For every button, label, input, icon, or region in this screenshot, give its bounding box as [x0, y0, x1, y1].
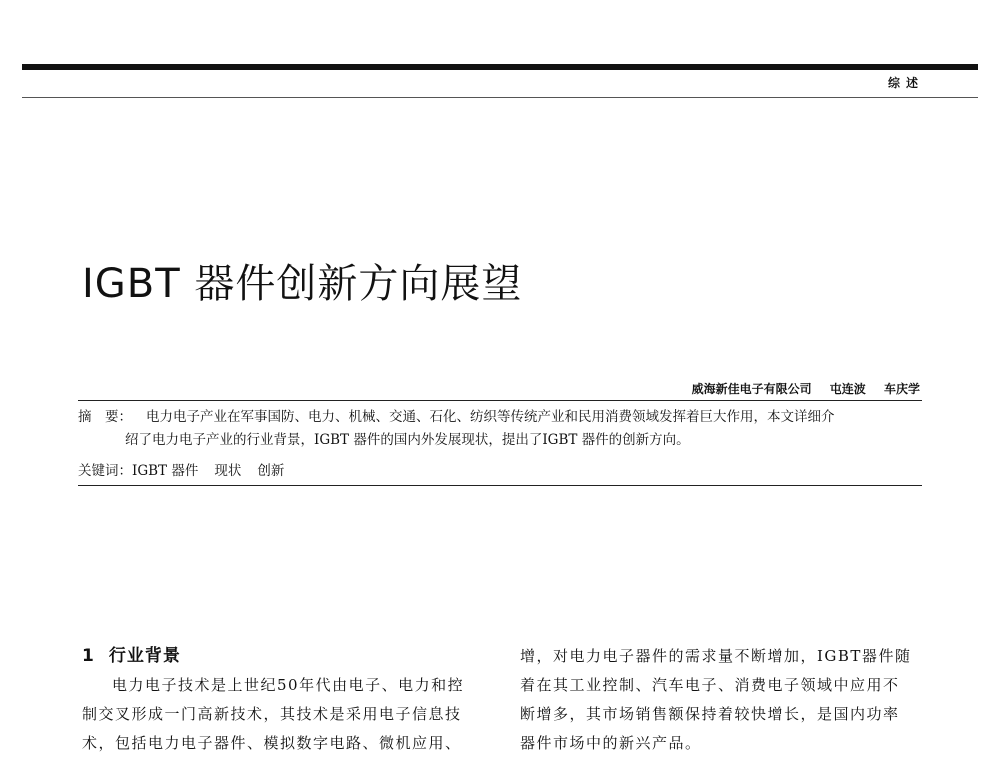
- paragraph-line: 制交叉形成一门高新技术，其技术是采用电子信息技: [82, 705, 462, 723]
- paragraph-line: 器件市场中的新兴产品。: [520, 734, 702, 752]
- body-column-left: [82, 642, 492, 758]
- article-title: IGBT 器件创新方向展望: [82, 261, 523, 307]
- header-thick-rule: [22, 64, 978, 70]
- paragraph-line: 电力电子技术是上世纪50年代由电子、电力和控: [112, 676, 465, 694]
- abstract-text-line: 电力电子产业在军事国防、电力、机械、交通、石化、纺织等传统产业和民用消费领域发挥着巨大作用，本文详细介: [146, 409, 835, 425]
- abstract-top-rule: [78, 400, 922, 401]
- section-heading-text: 行业背景: [108, 646, 181, 666]
- paragraph-line: 增，对电力电子器件的需求量不断增加，IGBT器件随: [520, 647, 912, 665]
- keywords-bottom-rule: [78, 485, 922, 486]
- author-organization: 威海新佳电子有限公司: [691, 382, 812, 396]
- abstract: [78, 406, 922, 452]
- keywords-label: 关键词：: [78, 463, 132, 479]
- keywords: [78, 459, 300, 479]
- paragraph-line: 术，包括电力电子器件、模拟数字电路、微机应用、: [82, 734, 462, 752]
- keyword: 现状: [214, 463, 242, 479]
- paragraph-line: 着在其工业控制、汽车电子、消费电子领域中应用不: [520, 676, 900, 694]
- abstract-label: 摘 要：: [78, 409, 132, 425]
- byline: [692, 380, 920, 397]
- section-tag: 综述: [887, 76, 924, 90]
- keyword: IGBT 器件: [132, 463, 199, 479]
- author-name: 车庆学: [883, 382, 920, 396]
- author-name: 屯连波: [829, 382, 866, 396]
- section-heading: [82, 642, 492, 671]
- paragraph-line: 断增多，其市场销售额保持着较快增长，是国内功率: [520, 705, 900, 723]
- section-number: 1: [82, 646, 95, 666]
- keyword: 创新: [257, 463, 285, 479]
- header-thin-rule: [22, 97, 978, 98]
- body-column-right: [520, 642, 930, 758]
- abstract-text-line: 绍了电力电子产业的行业背景，IGBT 器件的国内外发展现状，提出了IGBT 器件的创新方向。: [125, 432, 690, 448]
